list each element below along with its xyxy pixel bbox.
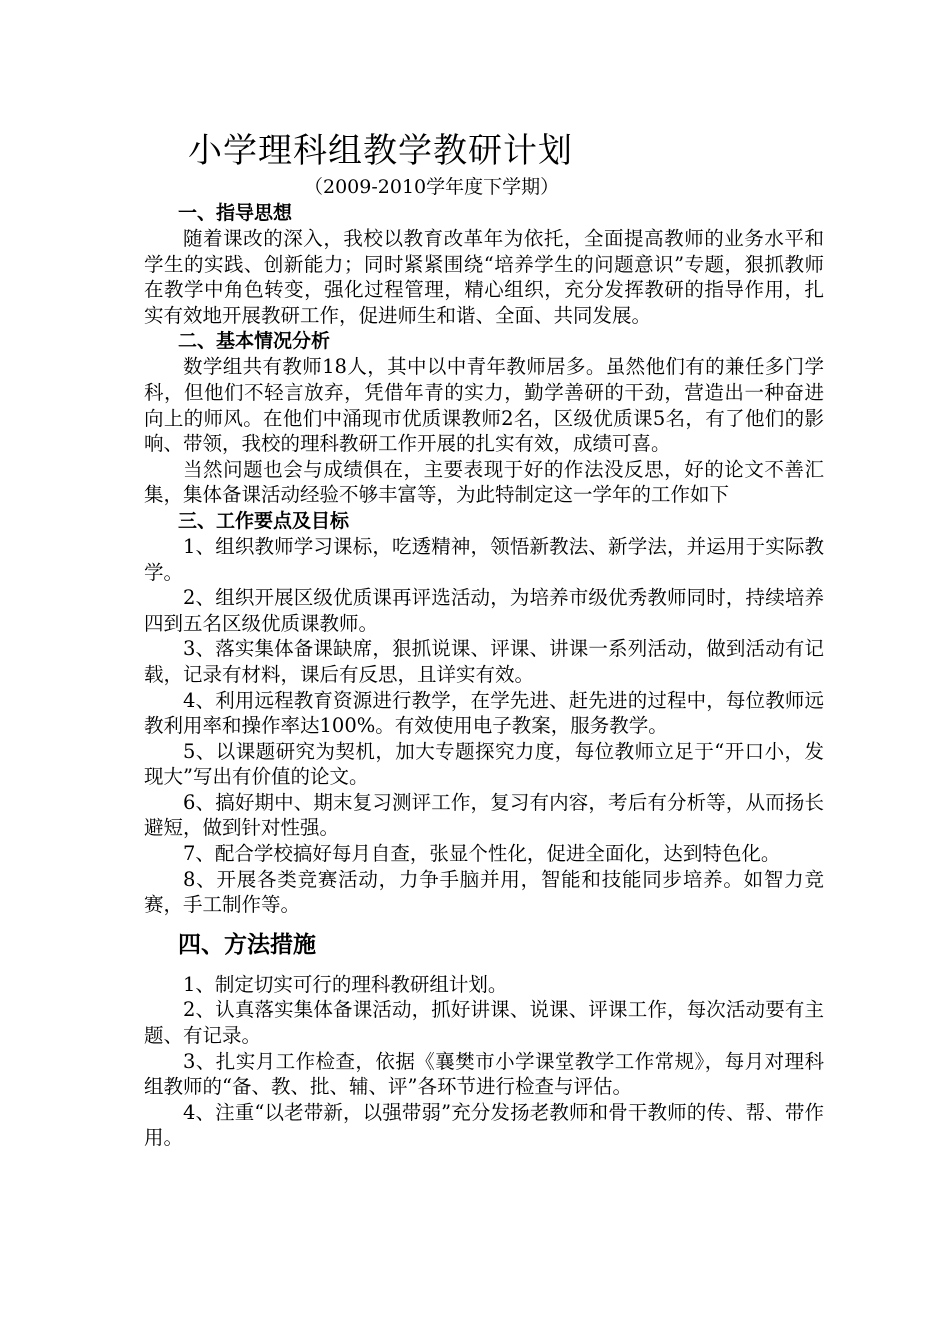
section-heading: 四、方法措施 — [178, 931, 316, 958]
section-situation-analysis — [144, 328, 824, 508]
section-heading: 一、指导思想 — [178, 202, 293, 224]
section-work-goals — [144, 508, 824, 918]
section-heading: 二、基本情况分析 — [178, 330, 331, 353]
paragraph: 随着课改的深入，我校以教育改革年为依托，全面提高教师的业务水平和学生的实践、创新能力；同时紧紧围绕“培养学生的问题意识”专题，狠抓教师在教学中角色转变，强化过程管理，精心组织，充分发挥教研的指导作用，扎实有效地开展教研工作，促进师生和谐、全面、共同发展。 — [144, 227, 824, 327]
list-item: 4、注重“以老带新，以强带弱”充分发扬老教师和骨干教师的传、帮、带作用。 — [144, 1100, 824, 1150]
list-item: 3、落实集体备课缺席，狠抓说课、评课、讲课一系列活动，做到活动有记载，记录有材料，课后有反思，且详实有效。 — [144, 637, 824, 686]
paragraph: 数学组共有教师18人，其中以中青年教师居多。虽然他们有的兼任多门学科，但他们不轻言放弃，凭借年青的实力，勤学善研的干劲，营造出一种奋进向上的师风。在他们中涌现市优质课教师2名，区级优质课5名，有了他们的影响、带领，我校的理科教研工作开展的扎实有效，成绩可喜。 — [144, 355, 824, 456]
section-methods — [144, 928, 824, 1151]
list-item: 4、利用远程教育资源进行教学，在学先进、赶先进的过程中，每位教师远教利用率和操作率达100%。有效使用电子教案，服务教学。 — [144, 688, 824, 738]
list-item: 7、配合学校搞好每月自查，张显个性化，促进全面化，达到特色化。 — [183, 842, 781, 866]
document-page — [144, 128, 824, 1151]
document-subtitle: （2009-2010学年度下学期） — [304, 176, 560, 198]
section-guiding-ideology — [144, 200, 824, 328]
list-item: 1、制定切实可行的理科教研组计划。 — [183, 972, 508, 996]
document-title: 小学理科组教学教研计划 — [188, 131, 573, 171]
list-item: 6、搞好期中、期末复习测评工作，复习有内容，考后有分析等，从而扬长避短，做到针对性强。 — [144, 790, 824, 840]
list-item: 8、开展各类竞赛活动，力争手脑并用，智能和技能同步培养。如智力竞赛，手工制作等。 — [144, 867, 824, 917]
section-heading: 三、工作要点及目标 — [178, 509, 350, 532]
list-item: 3、扎实月工作检查，依据《襄樊市小学课堂教学工作常规》，每月对理科组教师的“备、教、批、辅、评”各环节进行检查与评估。 — [144, 1049, 824, 1099]
paragraph: 当然问题也会与成绩俱在，主要表现于好的作法没反思，好的论文不善汇集，集体备课活动经验不够丰富等，为此特制定这一学年的工作如下 — [144, 457, 824, 507]
list-item: 2、组织开展区级优质课再评选活动，为培养市级优秀教师同时，持续培养四到五名区级优质课教师。 — [144, 586, 824, 635]
list-item: 5、以课题研究为契机，加大专题探究力度，每位教师立足于“开口小，发现大”写出有价值的论文。 — [144, 739, 824, 789]
list-item: 1、组织教师学习课标，吃透精神，领悟新教法、新学法，并运用于实际教学。 — [144, 534, 824, 584]
list-item: 2、认真落实集体备课活动，抓好讲课、说课、评课工作，每次活动要有主题、有记录。 — [144, 998, 824, 1048]
